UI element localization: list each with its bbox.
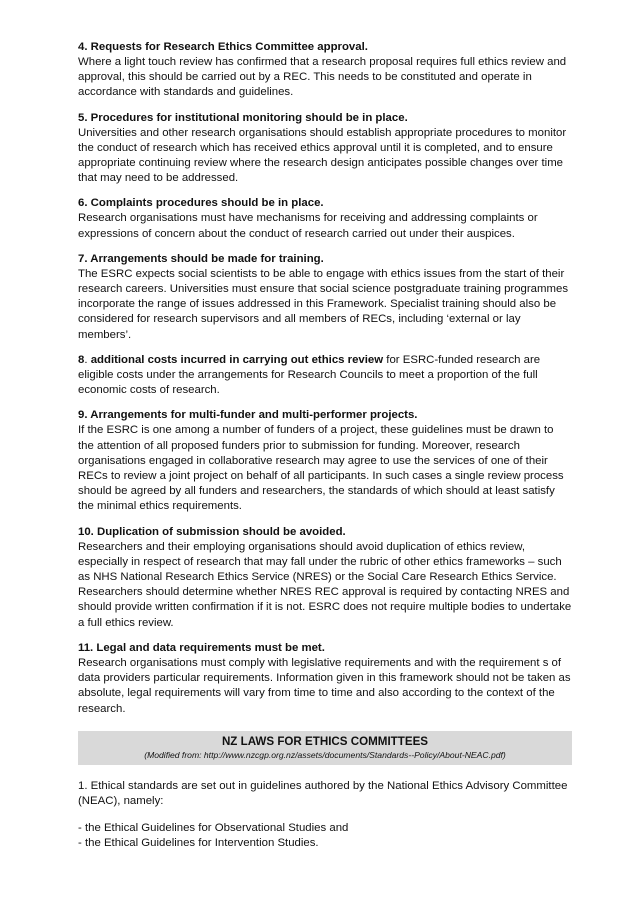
section-body: Researchers and their employing organisations should avoid duplication of ethics review, especially in respect of research that may fall under the rubric of other ethics frameworks – such as NHS National Research Ethics Service (NRES) or the Social Care Research Ethics Service. Researchers should determine whether NRES REC approval is required by contacting NRES and should provide written confirmation if it is not. ESRC does not require multiple bodies to undertake a full ethics review. xyxy=(78,540,572,629)
section-6 xyxy=(78,196,572,241)
list-item: - the Ethical Guidelines for Intervention Studies. xyxy=(78,837,319,850)
section-body: Universities and other research organisations should establish appropriate procedures to monitor the conduct of research which has received ethics approval until it is completed, and to ensure appropriate continuing review where the research design anticipates possible changes over time that may need to be addressed. xyxy=(78,126,567,185)
guidelines-list xyxy=(78,821,572,851)
section-separator: . xyxy=(84,353,91,366)
section-heading: 10. Duplication of submission should be avoided. xyxy=(78,525,346,538)
section-4 xyxy=(78,40,572,101)
section-11 xyxy=(78,641,572,717)
section-body: Research organisations must have mechanisms for receiving and addressing complaints or expressions of concern about the conduct of research carried out under their auspices. xyxy=(78,212,538,240)
section-body: Research organisations must comply with legislative requirements and with the requirement s of data providers particular requirements. Information given in this framework should not be taken as absolute, legal requirements will vary from time to time and also according to the context of the research. xyxy=(78,656,571,715)
section-number: 8 xyxy=(78,353,85,366)
section-heading: 11. Legal and data requirements must be met. xyxy=(78,641,325,654)
nz-paragraph: 1. Ethical standards are set out in guidelines authored by the National Ethics Advisory Committee (NEAC), namely: xyxy=(78,779,568,807)
banner-subtitle: (Modified from: http://www.nzcgp.org.nz/assets/documents/Standards--Policy/About-NEAC.pdf) xyxy=(144,749,506,760)
section-heading: 5. Procedures for institutional monitoring should be in place. xyxy=(78,111,408,124)
section-body: If the ESRC is one among a number of funders of a project, these guidelines must be drawn to the attention of all proposed funders prior to submission for funding. Moreover, research organisations engaged in collaborative research may agree to use the services of one of their RECs to review a joint project on behalf of all participants. In such cases a single review process should be agreed by all funders and researchers, the standards of which should at least satisfy the minimal ethics requirements. xyxy=(78,424,564,513)
banner-title: NZ LAWS FOR ETHICS COMMITTEES xyxy=(221,734,429,748)
section-5 xyxy=(78,111,572,187)
section-heading: 7. Arrangements should be made for training. xyxy=(78,252,324,265)
document-page xyxy=(78,40,572,852)
section-10 xyxy=(78,525,572,631)
section-body: for ESRC-funded research are eligible costs under the arrangements for Research Councils to meet a proportion of the full economic costs of research. xyxy=(78,353,541,397)
nz-laws-banner xyxy=(78,731,572,765)
section-8 xyxy=(78,353,572,399)
section-heading: 9. Arrangements for multi-funder and multi-performer projects. xyxy=(78,409,418,422)
section-body: Where a light touch review has confirmed that a research proposal requires full ethics review and approval, this should be carried out by a REC. This needs to be constituted and operate in accordance with standards and guidelines. xyxy=(78,56,567,99)
section-heading: 6. Complaints procedures should be in place. xyxy=(78,197,324,210)
section-body: The ESRC expects social scientists to be able to engage with ethics issues from the start of their research careers. Universities must ensure that social science postgraduate training programmes incorporate the range of issues addressed in this Framework. Specialist training should also be considered for research supervisors and all members of RECs, including ‘external or lay members’. xyxy=(78,267,569,341)
list-item: - the Ethical Guidelines for Observational Studies and xyxy=(78,822,349,835)
section-heading: 4. Requests for Research Ethics Committee approval. xyxy=(78,41,368,53)
section-7 xyxy=(78,252,572,343)
section-bold-phrase: additional costs incurred in carrying out ethics review xyxy=(90,353,384,366)
section-9 xyxy=(78,408,572,514)
